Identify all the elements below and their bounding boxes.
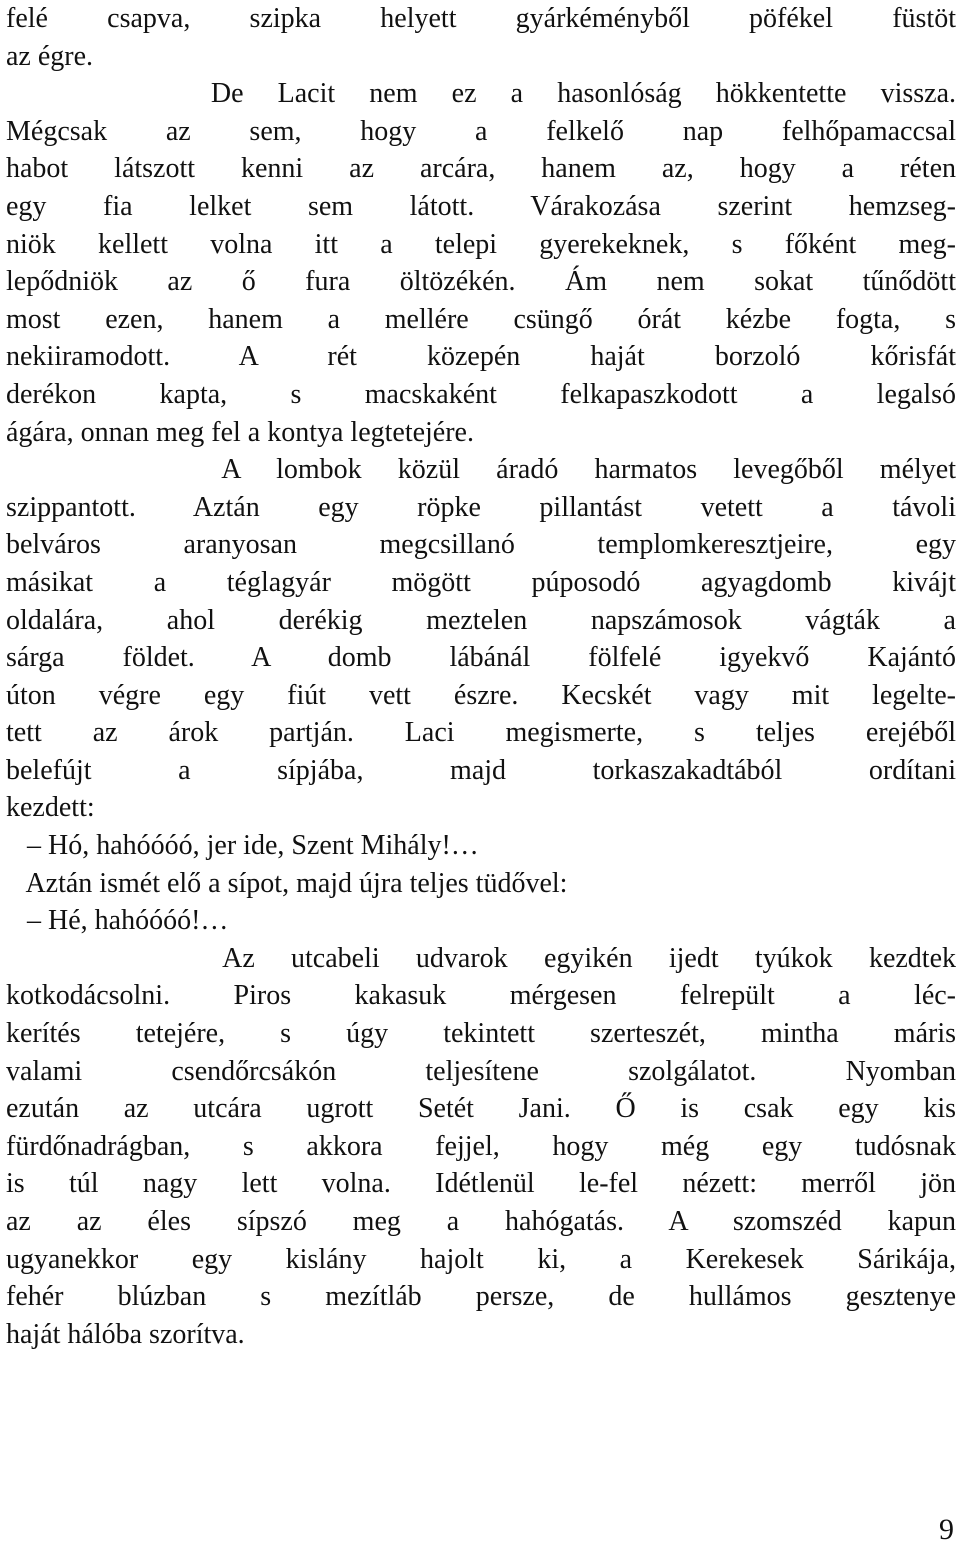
page-number: 9: [939, 1513, 954, 1546]
text-line: az égre.: [6, 40, 94, 72]
dialogue-line: – Hó, hahóóóó, jer ide, Szent Mihály!…: [6, 830, 479, 862]
text-line: De Lacit nem ez a hasonlóság hökkentette vissza.: [6, 78, 956, 110]
text-line: fehér blúzban s mezítláb persze, de hullámos gesztenye: [6, 1281, 956, 1313]
dialogue-line: – Hé, hahóóóó!…: [6, 905, 229, 937]
text-line: is túl nagy lett volna. Idétlenül le-fel nézett: merről jön: [6, 1168, 956, 1200]
page-body-text: [6, 0, 956, 1353]
text-line: Aztán ismét elő a sípot, majd újra teljes tüdővel:: [6, 867, 568, 899]
text-line: Mégcsak az sem, hogy a felkelő nap felhőpamaccsal: [6, 115, 956, 147]
text-line: valami csendőrcsákón teljesítene szolgálatot. Nyomban: [6, 1055, 956, 1087]
text-line: belváros aranyosan megcsillanó templomkeresztjeire, egy: [6, 529, 956, 561]
text-line: úton végre egy fiút vett észre. Kecskét vagy mit legelte-: [6, 679, 956, 711]
text-line: kerítés tetejére, s úgy tekintett szerteszét, mintha máris: [6, 1018, 956, 1050]
text-line: nekiiramodott. A rét közepén haját borzoló kőrisfát: [6, 341, 956, 373]
text-line: habot látszott kenni az arcára, hanem az, hogy a réten: [6, 153, 956, 185]
text-line: kezdett:: [6, 792, 95, 824]
text-line: szippantott. Aztán egy röpke pillantást vetett a távoli: [6, 491, 956, 523]
text-line: niök kellett volna itt a telepi gyerekeknek, s főként meg-: [6, 228, 956, 260]
text-line: Az utcabeli udvarok egyikén ijedt tyúkok kezdtek: [6, 942, 956, 974]
text-line: lepődniök az ő fura öltözékén. Ám nem sokat tűnődött: [6, 266, 956, 298]
text-line: ágára, onnan meg fel a kontya legtetejére.: [6, 416, 474, 448]
text-line: ezután az utcára ugrott Setét Jani. Ő is csak egy kis: [6, 1093, 956, 1125]
text-line: haját hálóba szorítva.: [6, 1318, 245, 1350]
text-line: belefújt a sípjába, majd torkaszakadtából ordítani: [6, 754, 956, 786]
text-line: egy fia lelket sem látott. Várakozása szerint hemzseg-: [6, 190, 956, 222]
text-line: derékon kapta, s macskaként felkapaszkodott a legalsó: [6, 378, 956, 410]
text-line: oldalára, ahol derékig meztelen napszámosok vágták a: [6, 604, 956, 636]
text-line: kotkodácsolni. Piros kakasuk mérgesen felrepült a léc-: [6, 980, 956, 1012]
text-line: az az éles sípszó meg a hahógatás. A szomszéd kapun: [6, 1206, 956, 1237]
text-line: felé csapva, szipka helyett gyárkéményből pöfékel füstöt: [6, 3, 956, 34]
text-line: tett az árok partján. Laci megismerte, s teljes erejéből: [6, 717, 956, 749]
text-line: most ezen, hanem a mellére csüngő órát kézbe fogta, s: [6, 303, 956, 335]
text-line: fürdőnadrágban, s akkora fejjel, hogy még egy tudósnak: [6, 1130, 956, 1162]
text-line: A lombok közül áradó harmatos levegőből mélyet: [6, 454, 956, 486]
text-line: sárga földet. A domb lábánál fölfelé igyekvő Kajántó: [6, 642, 956, 674]
text-line: másikat a téglagyár mögött púposodó agyagdomb kivájt: [6, 566, 956, 598]
text-line: ugyanekkor egy kislány hajolt ki, a Kerekesek Sárikája,: [6, 1243, 956, 1275]
